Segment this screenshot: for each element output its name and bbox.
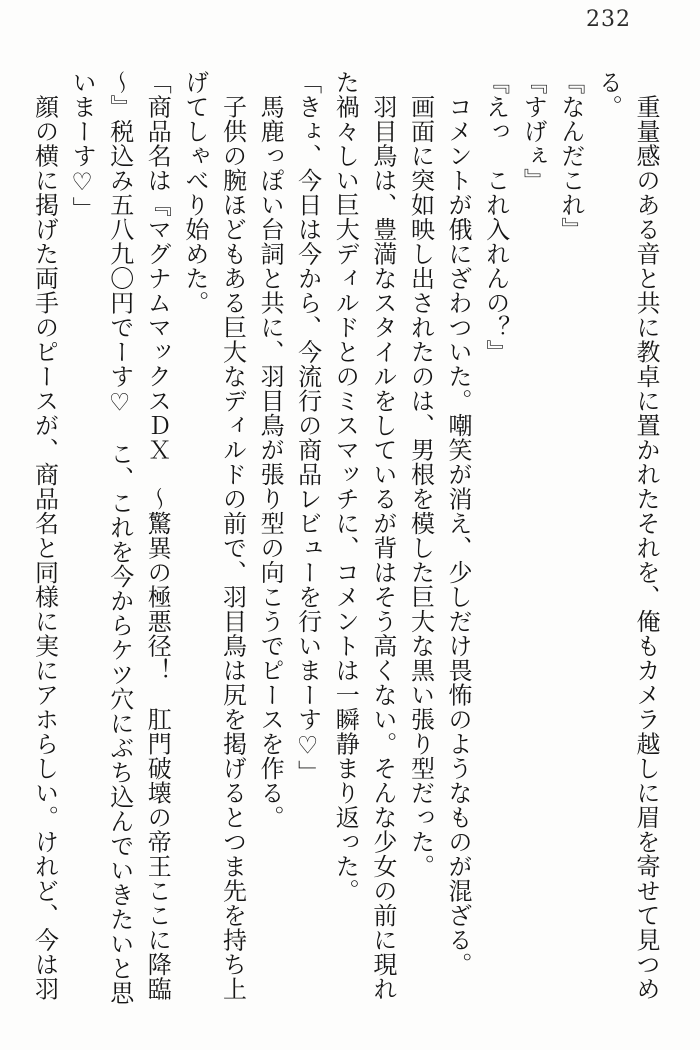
text-line: コメントが俄にざわついた。嘲笑が消え、少しだけ畏怖のようなものが混ざる。 bbox=[444, 70, 473, 977]
text-line: ～』税込み五八九〇円でーす♡ こ、これを今からケツ穴にぶち込んでいきたいと思 bbox=[105, 70, 134, 1005]
text-line: 『すげぇ』 bbox=[519, 70, 548, 193]
text-line: 子供の腕ほどもある巨大なディルドの前で、羽目鳥は尻を掲げるとつま先を持ち上 bbox=[218, 70, 247, 1001]
text-line: 『なんだこれ』 bbox=[556, 70, 585, 242]
page-number: 232 bbox=[586, 7, 631, 32]
text-line: 「商品名は『マグナムマックスＤＸ ～驚異の極悪径！ 肛門破壊の帝王ここに降臨 bbox=[143, 70, 172, 1001]
text-line: 「きょ、今日は今から、今流行の商品レビューを行いまーす♡」 bbox=[293, 70, 322, 785]
text-line: いまーす♡」 bbox=[68, 70, 97, 221]
text-line: る。 bbox=[594, 70, 623, 119]
text-line: 馬鹿っぽい台詞と共に、羽目鳥が張り型の向こうでピースを作る。 bbox=[256, 70, 285, 830]
text-line: 羽目鳥は、豊満なスタイルをしているが背はそう高くない。そんな少女の前に現れ bbox=[368, 70, 397, 1001]
vertical-text-body bbox=[25, 70, 664, 1020]
text-line: た禍々しい巨大ディルドとのミスマッチに、コメントは一瞬静まり返った。 bbox=[331, 70, 360, 903]
text-line: 重量感のある音と共に教卓に置かれたそれを、俺もカメラ越しに眉を寄せて見つめ bbox=[632, 70, 660, 1001]
text-line: げてしゃべり始めた。 bbox=[180, 70, 209, 315]
text-line: 『えっ これ入れんの？』 bbox=[481, 70, 510, 364]
text-line: 顔の横に掲げた両手のピースが、商品名と同様に実にアホらしい。けれど、今は羽 bbox=[30, 70, 59, 1001]
text-line: 画面に突如映し出されたのは、男根を模した巨大な黒い張り型だった。 bbox=[406, 70, 435, 879]
